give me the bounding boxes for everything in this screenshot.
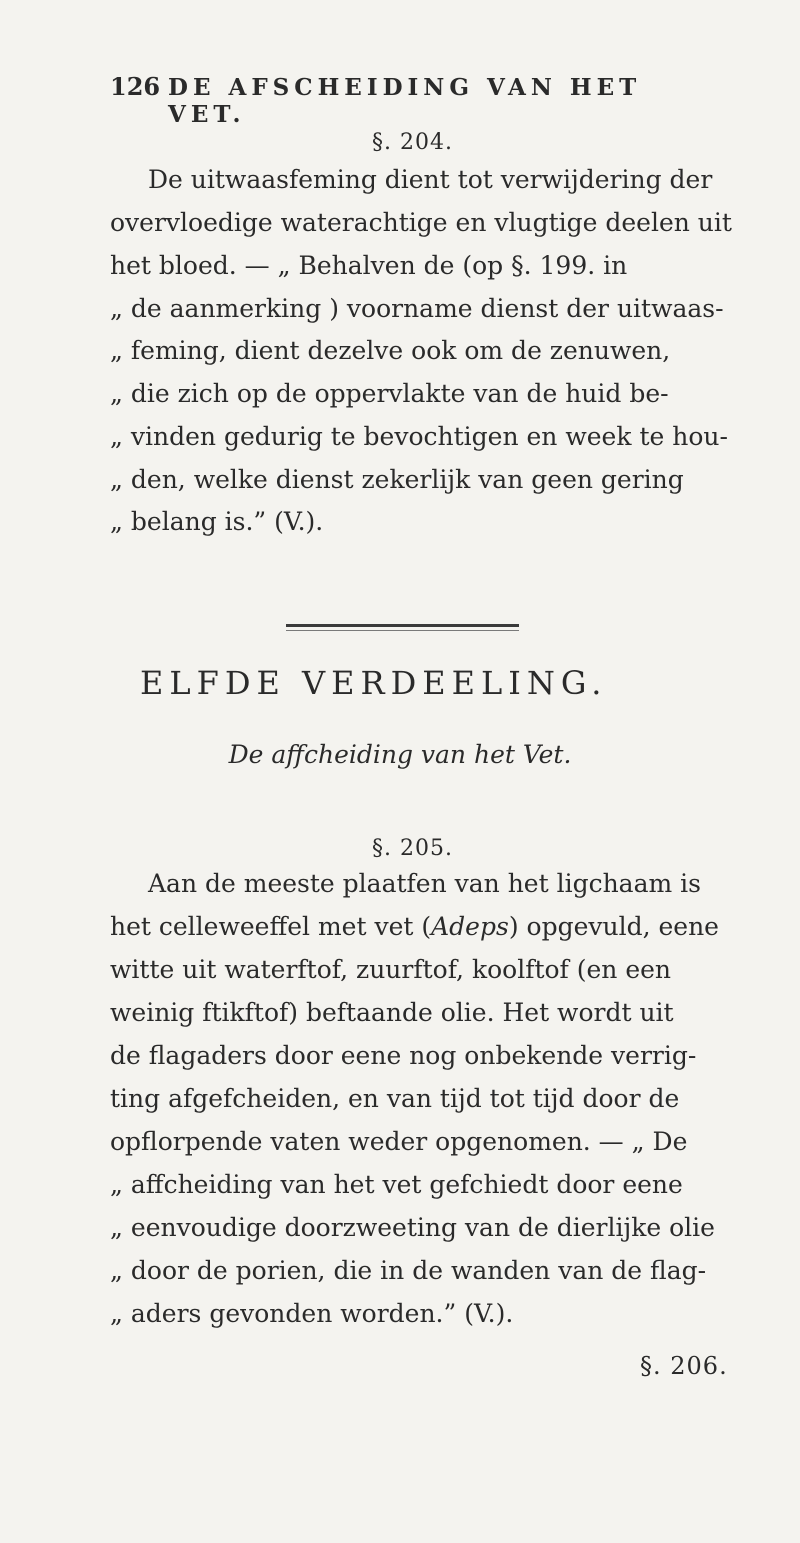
section-205-line: weinig ftikftof) beftaande olie. Het wordt uit	[110, 998, 674, 1027]
division-subtitle: De affcheiding van het Vet.	[228, 740, 572, 769]
section-205-line	[148, 866, 701, 902]
section-205-mark: §. 205.	[372, 836, 453, 861]
section-205-line: de flagaders door eene nog onbekende verrig-	[110, 1041, 697, 1070]
section-205-line: „ door de porien, die in de wanden van de flag-	[110, 1256, 707, 1285]
section-205-line	[110, 909, 719, 945]
section-205-line: „ eenvoudige doorzweeting van de dierlijke olie	[110, 1213, 715, 1242]
section-204-mark: §. 204.	[372, 130, 453, 155]
section-205-line: ting afgefcheiden, en van tijd tot tijd door de	[110, 1084, 680, 1113]
division-title: ELFDE VERDEELING.	[140, 664, 608, 702]
section-204-line: „ belang is.” (V.).	[110, 507, 324, 536]
section-204-line: De uitwaasfeming dient tot verwijdering der	[148, 165, 713, 194]
section-204-line: „ den, welke dienst zekerlijk van geen gering	[110, 465, 684, 494]
section-205-line: „ affcheiding van het vet gefchiedt door eene	[110, 1170, 683, 1199]
page-number: 126	[110, 72, 161, 101]
section-205-line: „ aders gevonden worden.” (V.).	[110, 1299, 514, 1328]
section-204-line: „ die zich op de oppervlakte van de huid be-	[110, 379, 669, 408]
running-head	[110, 72, 730, 128]
section-205-line: opflorpende vaten weder opgenomen. — „ De	[110, 1127, 688, 1156]
latin-term: Adeps	[431, 912, 509, 941]
divider-rule	[286, 624, 519, 627]
section-205-line-text: Aan de meeste plaatfen van het ligchaam is	[148, 869, 701, 898]
section-204-line: het bloed. — „ Behalven de (op §. 199. in	[110, 251, 628, 280]
section-204-line: overvloedige waterachtige en vlugtige deelen uit	[110, 208, 732, 237]
section-204-line: „ feming, dient dezelve ook om de zenuwen,	[110, 336, 671, 365]
divider-rule-thin	[286, 630, 519, 631]
section-204-line: „ de aanmerking ) voorname dienst der uitwaas-	[110, 294, 724, 323]
running-head-title: DE AFSCHEIDING VAN HET VET.	[168, 74, 642, 128]
section-205-line-text: ) opgevuld, eene	[508, 912, 719, 941]
section-205-line-text: het celleweeffel met vet (	[110, 912, 432, 941]
catchword: §. 206.	[640, 1352, 728, 1380]
section-204-line: „ vinden gedurig te bevochtigen en week te hou-	[110, 422, 728, 451]
section-205-line: witte uit waterftof, zuurftof, koolftof (en een	[110, 955, 672, 984]
